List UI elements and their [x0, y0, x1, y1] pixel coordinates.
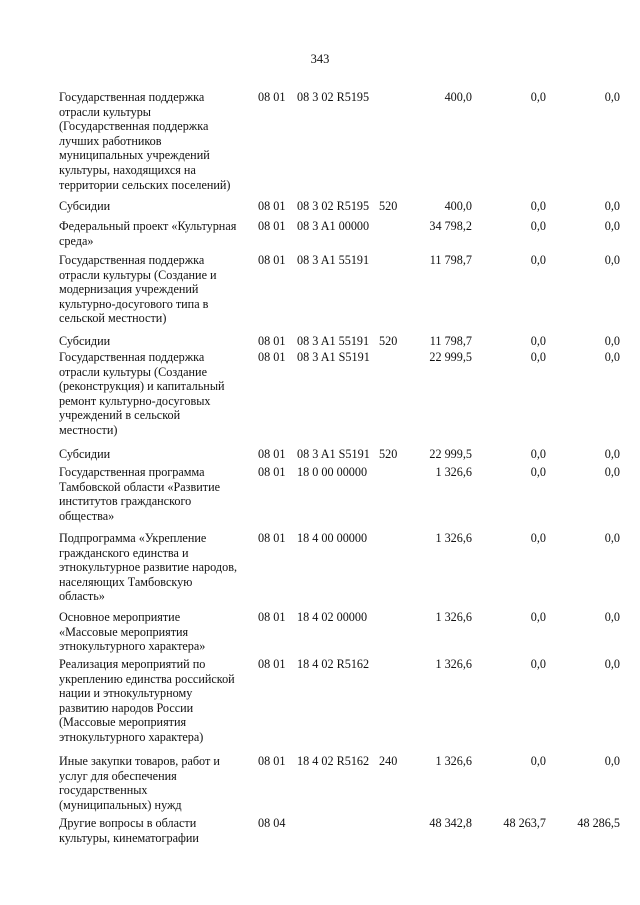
amount-year-1: 11 798,7	[429, 253, 472, 267]
target-article-code: 08 3 A1 S5191	[297, 447, 370, 461]
amount-year-3: 0,0	[604, 334, 620, 348]
amount-year-1: 1 326,6	[435, 465, 472, 479]
section-code: 08 01	[258, 219, 286, 233]
section-code: 08 01	[258, 350, 286, 364]
row-name: Субсидии	[59, 199, 111, 213]
amount-year-1: 400,0	[444, 199, 472, 213]
target-article-code: 18 4 02 R5162	[297, 657, 370, 671]
row-name: Субсидии	[59, 447, 111, 461]
amount-year-3: 0,0	[604, 253, 620, 267]
target-article-code: 18 4 00 00000	[297, 531, 368, 545]
section-code: 08 01	[258, 610, 286, 624]
row-name: Государственная поддержка отрасли культуры (Создание и модернизация учреждений культурно-досугового типа в сельской местности)	[59, 253, 217, 326]
section-code: 08 01	[258, 334, 286, 348]
amount-year-2: 48 263,7	[503, 816, 546, 830]
row-name: Другие вопросы в области культуры, кинематографии	[59, 816, 199, 845]
amount-year-1: 11 798,7	[429, 334, 472, 348]
amount-year-2: 0,0	[530, 199, 546, 213]
target-article-code: 18 0 00 00000	[297, 465, 368, 479]
target-article-code: 08 3 A1 S5191	[297, 350, 370, 364]
section-code: 08 01	[258, 253, 286, 267]
amount-year-2: 0,0	[530, 334, 546, 348]
amount-year-3: 0,0	[604, 754, 620, 768]
section-code: 08 04	[258, 816, 286, 830]
target-article-code: 18 4 02 00000	[297, 610, 368, 624]
amount-year-3: 0,0	[604, 657, 620, 671]
amount-year-2: 0,0	[530, 657, 546, 671]
expense-type-code: 520	[379, 199, 398, 213]
section-code: 08 01	[258, 657, 286, 671]
target-article-code: 08 3 A1 55191	[297, 253, 370, 267]
amount-year-1: 1 326,6	[435, 610, 472, 624]
target-article-code: 18 4 02 R5162	[297, 754, 370, 768]
amount-year-1: 34 798,2	[429, 219, 472, 233]
expense-type-code: 240	[379, 754, 398, 768]
section-code: 08 01	[258, 754, 286, 768]
amount-year-3: 48 286,5	[577, 816, 620, 830]
row-name: Субсидии	[59, 334, 111, 348]
target-article-code: 08 3 02 R5195	[297, 90, 370, 104]
amount-year-3: 0,0	[604, 465, 620, 479]
amount-year-3: 0,0	[604, 90, 620, 104]
amount-year-1: 1 326,6	[435, 657, 472, 671]
target-article-code: 08 3 A1 55191	[297, 334, 370, 348]
amount-year-3: 0,0	[604, 350, 620, 364]
amount-year-2: 0,0	[530, 754, 546, 768]
section-code: 08 01	[258, 199, 286, 213]
section-code: 08 01	[258, 531, 286, 545]
amount-year-2: 0,0	[530, 531, 546, 545]
amount-year-3: 0,0	[604, 531, 620, 545]
amount-year-3: 0,0	[604, 199, 620, 213]
amount-year-2: 0,0	[530, 219, 546, 233]
target-article-code: 08 3 02 R5195	[297, 199, 370, 213]
amount-year-2: 0,0	[530, 90, 546, 104]
amount-year-1: 22 999,5	[429, 350, 472, 364]
amount-year-2: 0,0	[530, 465, 546, 479]
section-code: 08 01	[258, 465, 286, 479]
amount-year-1: 1 326,6	[435, 754, 472, 768]
row-name: Государственная поддержка отрасли культуры (Создание (реконструкция) и капитальный ремонт культурно-досуговых учреждений в сельской местности)	[59, 350, 225, 437]
row-name: Государственная поддержка отрасли культуры (Государственная поддержка лучших работников муниципальных учреждений культуры, находящихся на территории сельских поселений)	[59, 90, 231, 192]
row-name: Федеральный проект «Культурная среда»	[59, 219, 237, 248]
amount-year-2: 0,0	[530, 253, 546, 267]
amount-year-2: 0,0	[530, 447, 546, 461]
amount-year-3: 0,0	[604, 447, 620, 461]
target-article-code: 08 3 A1 00000	[297, 219, 370, 233]
row-name: Подпрограмма «Укрепление гражданского единства и этнокультурное развитие народов, населяющих Тамбовскую область»	[59, 531, 237, 604]
amount-year-3: 0,0	[604, 219, 620, 233]
section-code: 08 01	[258, 447, 286, 461]
expense-type-code: 520	[379, 334, 398, 348]
amount-year-1: 48 342,8	[429, 816, 472, 830]
amount-year-1: 22 999,5	[429, 447, 472, 461]
amount-year-2: 0,0	[530, 350, 546, 364]
row-name: Основное мероприятие «Массовые мероприятия этнокультурного характера»	[59, 610, 206, 654]
amount-year-2: 0,0	[530, 610, 546, 624]
page-number: 343	[310, 52, 330, 66]
amount-year-3: 0,0	[604, 610, 620, 624]
amount-year-1: 400,0	[444, 90, 472, 104]
expense-type-code: 520	[379, 447, 398, 461]
row-name: Реализация мероприятий по укреплению единства российской нации и этнокультурному развитию народов России (Массовые мероприятия этнокультурного характера)	[59, 657, 235, 744]
row-name: Государственная программа Тамбовской области «Развитие институтов гражданского общества»	[59, 465, 221, 523]
row-name: Иные закупки товаров, работ и услуг для обеспечения государственных (муниципальных) нужд	[59, 754, 220, 812]
amount-year-1: 1 326,6	[435, 531, 472, 545]
section-code: 08 01	[258, 90, 286, 104]
